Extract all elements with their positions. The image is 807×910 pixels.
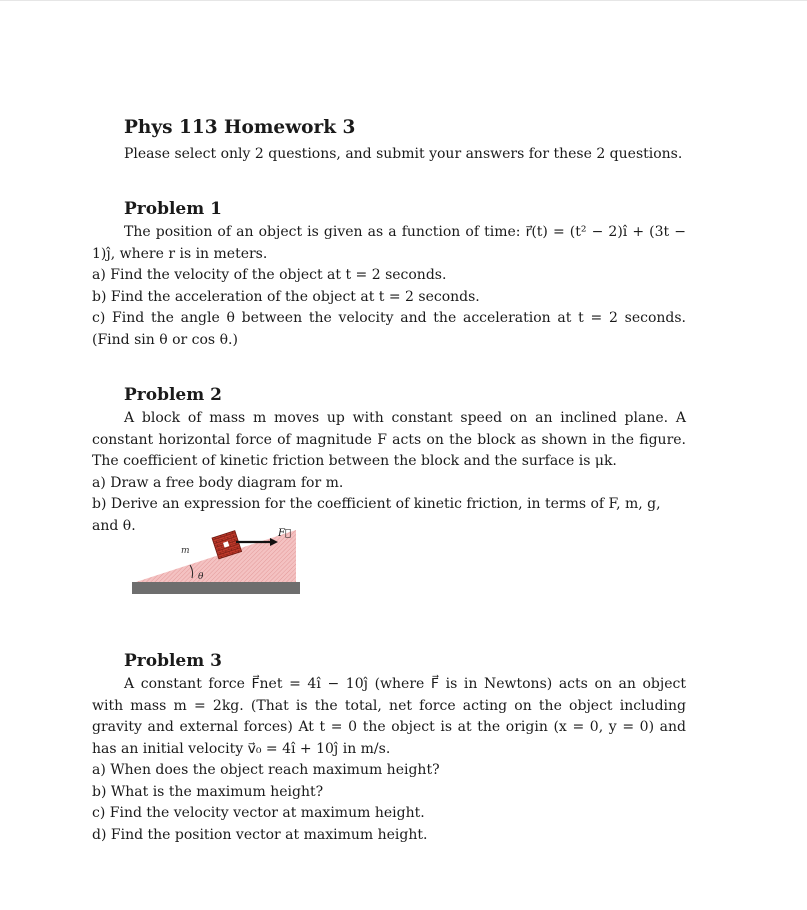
problem-1-intro: The position of an object is given as a function of time: r⃗(t) = (t² − 2)î + (3t − 1)ĵ, where r is in meters.: [92, 224, 686, 262]
force-label: F⃗: [278, 528, 291, 539]
problem-2: [92, 384, 686, 582]
problem-2-part-b: b) Derive an expression for the coefficient of kinetic friction, in terms of F, m, g, and θ.: [92, 496, 661, 534]
problem-1-title: Problem 1: [124, 199, 222, 219]
ground: [132, 582, 300, 594]
problem-2-title: Problem 2: [124, 385, 222, 405]
problem-3-part-c: c) Find the velocity vector at maximum height.: [92, 805, 425, 821]
problem-1-part-b: b) Find the acceleration of the object at t = 2 seconds.: [92, 288, 480, 305]
homework-page: [92, 116, 686, 843]
problem-3-part-b: b) What is the maximum height?: [92, 783, 324, 800]
problem-3-part-a: a) When does the object reach maximum height?: [92, 762, 440, 778]
problem-2-part-a: a) Draw a free body diagram for m.: [92, 474, 344, 491]
mass-label: m: [181, 546, 190, 556]
angle-label: θ: [198, 572, 204, 582]
page-subtitle: Please select only 2 questions, and submit your answers for these 2 questions.: [124, 146, 683, 162]
problem-3-part-d: d) Find the position vector at maximum height.: [92, 826, 428, 843]
problem-3-title: Problem 3: [124, 651, 222, 671]
incline-diagram: [132, 524, 302, 604]
problem-1-part-c: c) Find the angle θ between the velocity and the acceleration at t = 2 seconds. (Find sin θ or cos θ.): [92, 310, 686, 348]
problem-1-part-a: a) Find the velocity of the object at t = 2 seconds.: [92, 267, 447, 283]
problem-3: [92, 650, 686, 846]
page-title: Phys 113 Homework 3: [124, 117, 356, 138]
incline-figure: [132, 524, 302, 604]
problem-3-intro: A constant force F⃗net = 4î − 10ĵ (where F⃗ is in Newtons) acts on an object with mass m = 2kg. (That is the total, net force acting on the object including gravity and external forces) At t = 0 the object is at the origin (x = 0, y = 0) and has an initial velocity v⃗₀ = 4î + 10ĵ in m/s.: [92, 676, 686, 757]
top-border: [0, 0, 807, 1]
problem-1: [92, 198, 686, 351]
problem-2-intro: A block of mass m moves up with constant speed on an inclined plane. A constant horizontal force of magnitude F acts on the block as shown in the figure. The coefficient of kinetic friction between the block and the surface is μk.: [92, 410, 686, 469]
